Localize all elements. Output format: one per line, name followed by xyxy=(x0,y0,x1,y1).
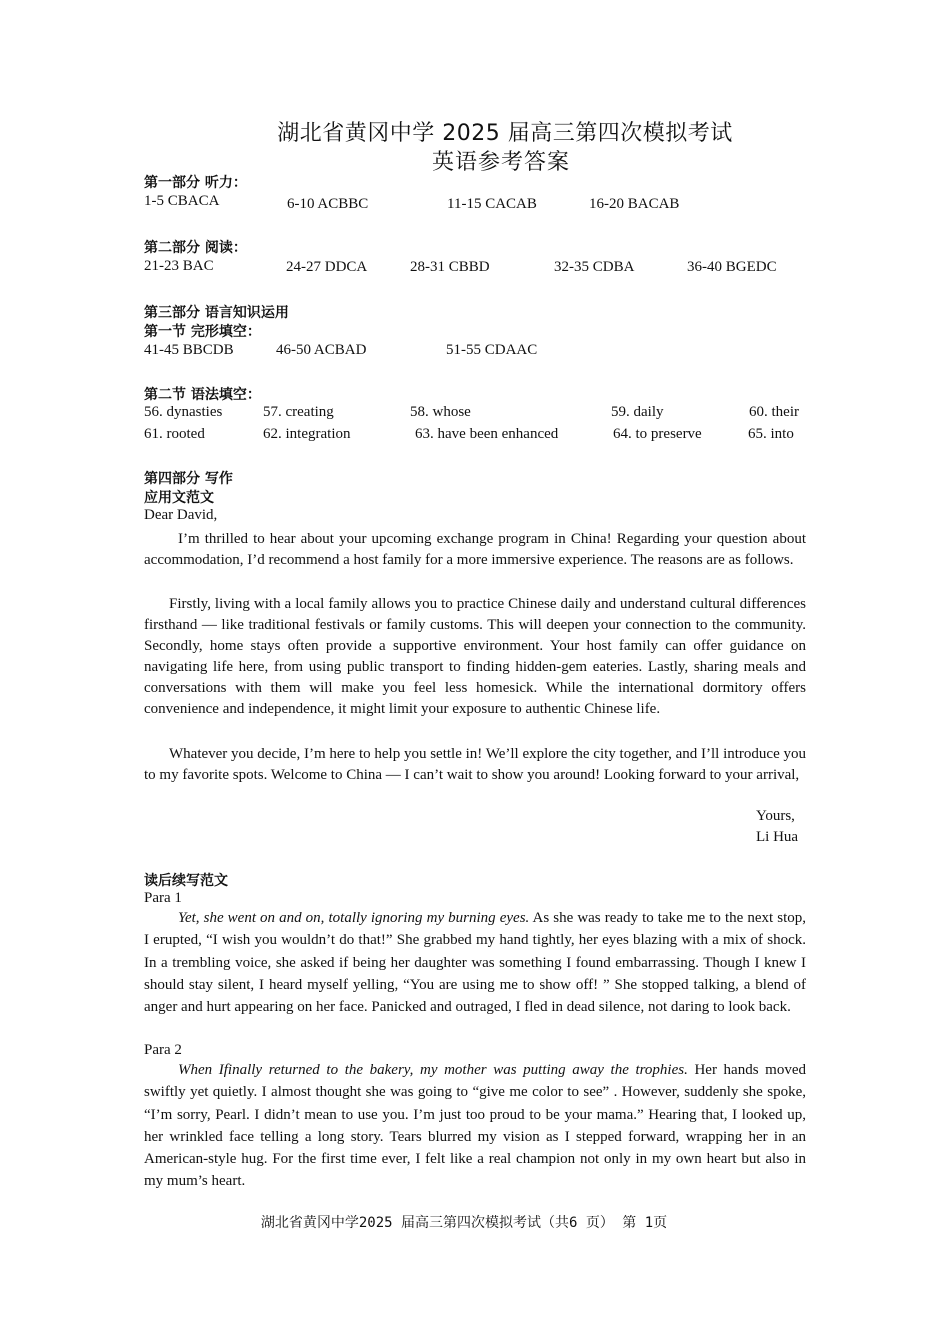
para1-lead-sentence: Yet, she went on and on, totally ignoring my burning eyes. xyxy=(178,910,530,926)
grammar-answer: 63. have been enhanced xyxy=(415,426,559,442)
answer-group: 11-15 CACAB xyxy=(447,196,537,212)
answer-group: 41-45 BBCDB xyxy=(144,342,234,358)
part1-heading: 第一部分 听力： xyxy=(144,175,247,191)
para2-lead-sentence: When Ifinally returned to the bakery, my mother was putting away the trophies. xyxy=(178,1062,688,1078)
answer-group: 6-10 ACBBC xyxy=(287,196,369,212)
document-title: 湖北省黄冈中学 2025 届高三第四次模拟考试 xyxy=(277,121,733,146)
page-footer: 湖北省黄冈中学2025 届高三第四次模拟考试（共6 页） 第 1页 xyxy=(260,1215,668,1231)
document-subtitle: 英语参考答案 xyxy=(431,150,570,175)
para2-body: Her hands moved swiftly yet quietly. I almost thought she was going to “give me color to see” . However, suddenly she spoke, “I’m sorry, Pearl. I didn’t mean to use you. I’m just too proud to be your mama.” Hearing that, I looked up, her wrinkled face telling a long story. Tears blurred my vision as I stepped forward, wrapping her in an American-style hug. For the first time ever, I felt like a real champion not only in my own heart but also in my mum’s heart. xyxy=(144,1062,806,1190)
grammar-answer: 59. daily xyxy=(611,404,664,420)
grammar-answer: 57. creating xyxy=(263,404,334,420)
answer-group: 51-55 CDAAC xyxy=(446,342,538,358)
grammar-answer: 62. integration xyxy=(263,426,351,442)
letter-paragraph: I’m thrilled to hear about your upcoming exchange program in China! Regarding your question about accommodation, I’d recommend a host family for a more immersive experience. The reasons are as follows. xyxy=(144,531,806,568)
part2-heading: 第二部分 阅读： xyxy=(144,240,247,256)
letter-signature: Li Hua xyxy=(756,829,799,845)
part3-heading: 第三部分 语言知识运用 xyxy=(144,305,289,321)
letter-heading: 应用文范文 xyxy=(144,490,214,506)
cloze-heading: 第一节 完形填空： xyxy=(144,324,261,340)
para2-label: Para 2 xyxy=(144,1042,182,1058)
answer-group: 1-5 CBACA xyxy=(144,193,220,209)
continuation-paragraph-2 xyxy=(144,1059,806,1193)
grammar-heading: 第二节 语法填空： xyxy=(144,387,261,403)
answer-group: 21-23 BAC xyxy=(144,258,214,274)
continuation-heading: 读后续写范文 xyxy=(144,873,228,889)
answer-group: 32-35 CDBA xyxy=(554,259,635,275)
part4-heading: 第四部分 写作 xyxy=(144,471,233,487)
grammar-answer: 58. whose xyxy=(410,404,471,420)
grammar-answer: 65. into xyxy=(748,426,794,442)
letter-paragraph: Whatever you decide, I’m here to help you settle in! We’ll explore the city together, and I’ll introduce you to my favorite spots. Welcome to China — I can’t wait to show you around! Looking forward to your arrival, xyxy=(144,746,806,783)
para1-label: Para 1 xyxy=(144,890,182,906)
letter-paragraph: Firstly, living with a local family allows you to practice Chinese daily and understand cultural differences firsthand — like traditional festivals or family customs. This will deepen your connection to the community. Secondly, home stays often provide a supportive environment. Your host family can offer guidance on navigating life here, from using public transport to finding hidden-gem eateries. Lastly, sharing meals and conversations with them will make you feel less homesick. While the international dormitory offers convenience and independence, it might limit your exposure to authentic Chinese life. xyxy=(144,596,806,717)
letter-closing: Yours, xyxy=(756,808,795,824)
continuation-paragraph-1 xyxy=(144,907,806,1018)
grammar-answer: 60. their xyxy=(749,404,799,420)
answer-group: 16-20 BACAB xyxy=(589,196,680,212)
grammar-answer: 64. to preserve xyxy=(613,426,702,442)
answer-group: 46-50 ACBAD xyxy=(276,342,367,358)
letter-greeting: Dear David, xyxy=(144,507,218,523)
para1-body: As she was ready to take me to the next stop, I erupted, “I wish you wouldn’t do that!” She grabbed my hand tightly, her eyes blazing with a mix of shock. In a trembling voice, she asked if being her daughter was something I found embarrassing. Though I knew I should stay silent, I heard myself yelling, “You are using me to show off! ” She stopped talking, a blend of anger and hurt appearing on her face. Panicked and outraged, I fled in dead silence, not daring to look back. xyxy=(144,910,807,1016)
answer-group: 28-31 CBBD xyxy=(410,259,490,275)
grammar-answer: 61. rooted xyxy=(144,426,205,442)
grammar-answer: 56. dynasties xyxy=(144,404,223,420)
answer-group: 36-40 BGEDC xyxy=(687,259,777,275)
answer-group: 24-27 DDCA xyxy=(286,259,368,275)
